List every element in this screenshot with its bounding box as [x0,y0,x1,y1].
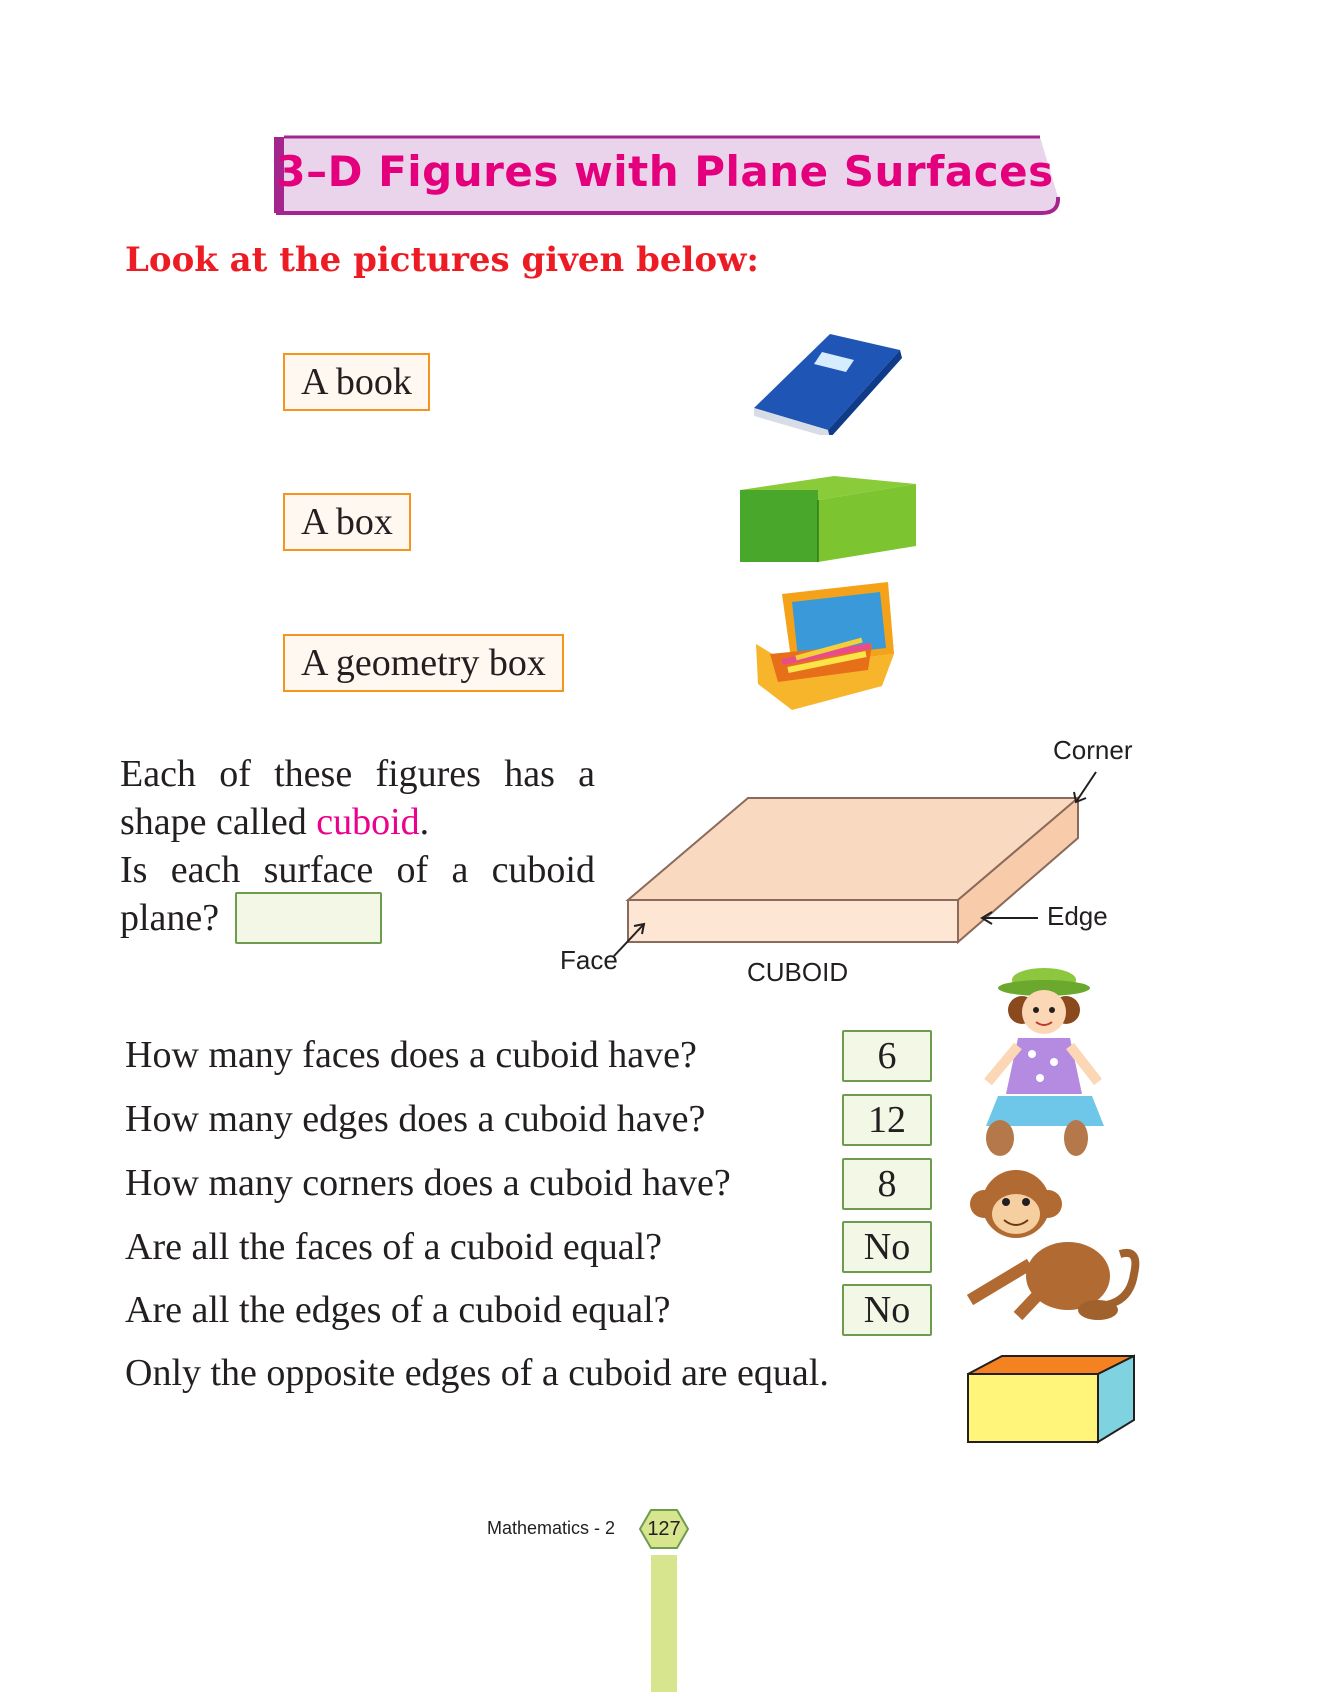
monkey-illustration [958,1164,1148,1329]
cuboid-caption: CUBOID [747,957,849,987]
answer-corners[interactable]: 8 [842,1158,932,1210]
edge-arrow [980,908,1040,928]
page-number-badge [639,1508,689,1550]
edge-label: Edge [1047,901,1108,931]
book-icon [750,330,910,435]
instruction-heading: Look at the pictures given below: [125,240,759,280]
answer-edges[interactable]: 12 [842,1094,932,1146]
question-faces: How many faces does a cuboid have? [125,1034,697,1076]
title-banner [270,135,1060,217]
answer-faces[interactable]: 6 [842,1030,932,1082]
geometry-box-icon [752,574,902,714]
corner-arrow [1060,770,1100,810]
question-edges: How many edges does a cuboid have? [125,1098,706,1140]
answer-edges-equal[interactable]: No [842,1284,932,1336]
label-geometry-box: A geometry box [283,634,564,692]
page-number: 127 [647,1518,681,1540]
box-icon [738,474,918,566]
intro-line-3: Is each surface of a cuboid [120,849,595,891]
question-faces-equal: Are all the faces of a cuboid equal? [125,1226,663,1268]
label-book: A book [283,353,430,411]
label-box: A box [283,493,411,551]
footer-subject: Mathematics - 2 [487,1518,616,1538]
cuboid-term: cuboid [316,801,420,843]
page-title: 3–D Figures with Plane Surfaces [276,147,1054,196]
intro-line-2-prefix: shape called [120,801,317,843]
question-corners: How many corners does a cuboid have? [125,1162,731,1204]
question-edges-equal: Are all the edges of a cuboid equal? [125,1289,671,1331]
intro-line-4: plane? [120,897,220,939]
corner-label: Corner [1053,735,1133,765]
face-arrow [612,918,652,958]
doll-illustration [982,966,1107,1156]
intro-line-1: Each of these figures has a [120,753,595,795]
footer-bar [651,1555,677,1692]
conclusion-text: Only the opposite edges of a cuboid are equal. [125,1352,829,1394]
intro-line-2-suffix: . [419,801,430,843]
face-label: Face [560,945,618,975]
plane-answer-box[interactable] [235,892,382,944]
small-cuboid-illustration [966,1354,1136,1444]
intro-line-2 [120,798,429,846]
answer-faces-equal[interactable]: No [842,1221,932,1273]
